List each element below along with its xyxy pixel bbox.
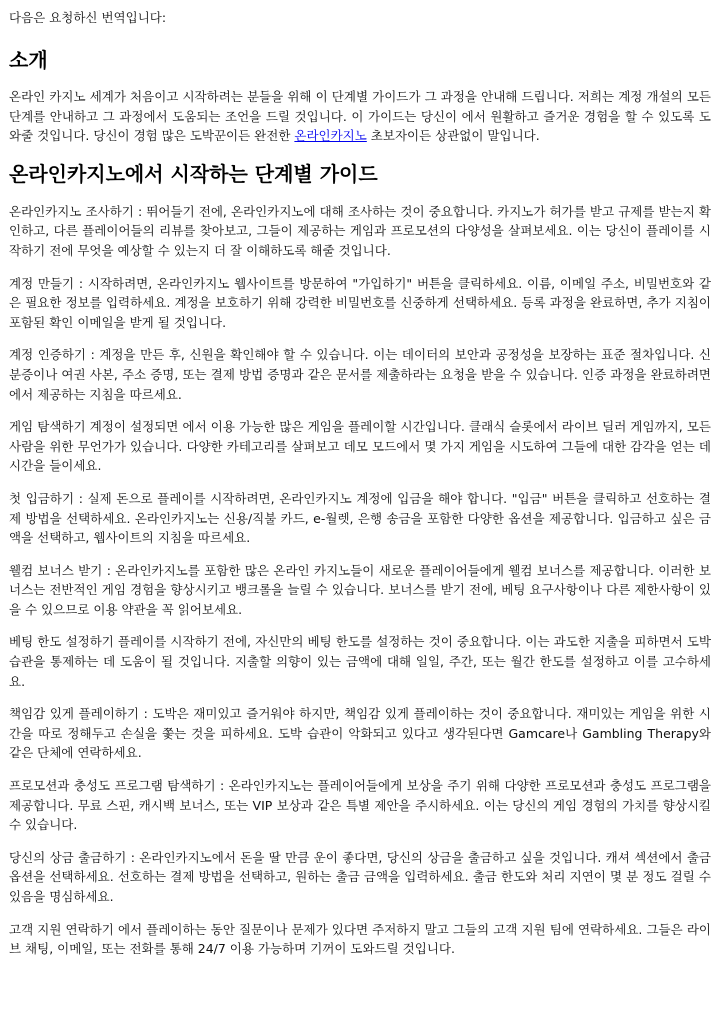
step-withdraw-winnings: 당신의 상금 출금하기 : 온라인카지노에서 돈을 딸 만큼 운이 좋다면, 당신의 상금을 출금하고 싶을 것입니다. 캐셔 섹션에서 출금 옵션을 선택하세요. 선호하는 결제 방법을 선택하고, 원하는 출금 금액을 입력하세요. 출금 한도와 처리 지연이 몇 분 정도 걸릴 수 있음을 명심하세요.: [9, 849, 711, 904]
step-welcome-bonus: 웰컴 보너스 받기 : 온라인카지노를 포함한 많은 온라인 카지노들이 새로운 플레이어들에게 웰컴 보너스를 제공합니다. 이러한 보너스는 전반적인 게임 경험을 향상시키고 뱅크롤을 늘릴 수 있습니다. 보너스를 받기 전에, 베팅 요구사항이나 다른 제한사항이 있을 수 있으므로 이용 약관을 꼭 읽어보세요.: [9, 562, 711, 617]
step-betting-limits: 베팅 한도 설정하기 플레이를 시작하기 전에, 자신만의 베팅 한도를 설정하는 것이 중요합니다. 이는 과도한 지출을 피하면서 도박 습관을 통제하는 데 도움이 될 것입니다. 지출할 의향이 있는 금액에 대해 일일, 주간, 또는 월간 한도를 설정하고 이를 고수하세요.: [9, 634, 711, 689]
step-explore-games: 게임 탐색하기 계정이 설정되면 에서 이용 가능한 많은 게임을 플레이할 시간입니다. 클래식 슬롯에서 라이브 딜러 게임까지, 모든 사람을 위한 무언가가 있습니다. 다양한 카테고리를 살펴보고 데모 모드에서 몇 가지 게임을 시도하여 그들에 대한 감각을 얻는 데 시간을 들이세요.: [9, 419, 711, 474]
step-research: 온라인카지노 조사하기 : 뛰어들기 전에, 온라인카지노에 대해 조사하는 것이 중요합니다. 카지노가 허가를 받고 규제를 받는지 확인하고, 다른 플레이어들의 리뷰를 찾아보고, 그들이 제공하는 게임과 프로모션의 다양성을 살펴보세요. 이는 당신이 플레이를 시작하기 전에 무엇을 예상할 수 있는지 더 잘 이해하도록 해줄 것입니다.: [9, 203, 711, 258]
step-promotions-loyalty: 프로모션과 충성도 프로그램 탐색하기 : 온라인카지노는 플레이어들에게 보상을 주기 위해 다양한 프로모션과 충성도 프로그램을 제공합니다. 무료 스핀, 캐시백 보너스, 또는 VIP 보상과 같은 특별 제안을 주시하세요. 이는 당신의 게임 경험의 가치를 향상시킬 수 있습니다.: [9, 778, 711, 833]
step-verify-account: 계정 인증하기 : 계정을 만든 후, 신원을 확인해야 할 수 있습니다. 이는 데이터의 보안과 공정성을 보장하는 표준 절차입니다. 신분증이나 여권 사본, 주소 증명, 또는 결제 방법 증명과 같은 문서를 제출하라는 요청을 받을 수 있습니다. 인증 과정을 완료하려면 에서 제공하는 지침을 따르세요.: [9, 347, 711, 402]
intro-line: 다음은 요청하신 번역입니다:: [9, 10, 167, 25]
heading-intro: 소개: [9, 48, 48, 72]
step-contact-support: 고객 지원 연락하기 에서 플레이하는 동안 질문이나 문제가 있다면 주저하지 말고 그들의 고객 지원 팀에 연락하세요. 그들은 라이브 채팅, 이메일, 또는 전화를 통해 24/7 이용 가능하며 기꺼이 도와드릴 것입니다.: [9, 921, 711, 957]
online-casino-link[interactable]: 온라인카지노: [294, 128, 367, 144]
step-create-account: 계정 만들기 : 시작하려면, 온라인카지노 웹사이트를 방문하여 "가입하기" 버튼을 클릭하세요. 이름, 이메일 주소, 비밀번호와 같은 필요한 정보를 입력하세요. 계정을 보호하기 위해 강력한 비밀번호를 신중하게 선택하세요. 등록 과정을 완료하면, 추가 지침이 포함된 확인 이메일을 받게 될 것입니다.: [9, 275, 711, 330]
heading-guide: 온라인카지노에서 시작하는 단계별 가이드: [9, 161, 378, 186]
step-first-deposit: 첫 입금하기 : 실제 돈으로 플레이를 시작하려면, 온라인카지노 계정에 입금을 해야 합니다. "입금" 버튼을 클릭하고 선호하는 결제 방법을 선택하세요. 온라인카지노는 신용/직불 카드, e-월렛, 은행 송금을 포함한 다양한 옵션을 제공합니다. 입금하고 싶은 금액을 선택하고, 웹사이트의 지침을 따르세요.: [9, 490, 711, 546]
intro-text-before-link: 온라인 카지노 세계가 처음이고 시작하려는 분들을 위해 이 단계별 가이드가 그 과정을 안내해 드립니다. 저희는 계정 개설의 모든 단계를 안내하고 그 과정에서 도움되는 조언을 드릴 것입니다. 이 가이드는 당신이 에서 원활하고 즐거운 경험을 할 수 있도록 도와줄 것입니다. 당신이 경험 많은 도박꾼이든 완전한: [9, 89, 711, 144]
intro-text-after-link: 초보자이든 상관없이 말입니다.: [366, 128, 540, 144]
step-play-responsibly: 책임감 있게 플레이하기 : 도박은 재미있고 즐거워야 하지만, 책임감 있게 플레이하는 것이 중요합니다. 재미있는 게임을 위한 시간을 따로 정해두고 손실을 쫓는 것을 피하세요. 도박 습관이 악화되고 있다고 생각된다면 Gamcare나 Gambling Therapy와 같은 단체에 연락하세요.: [9, 706, 711, 761]
intro-paragraph: [9, 87, 711, 146]
